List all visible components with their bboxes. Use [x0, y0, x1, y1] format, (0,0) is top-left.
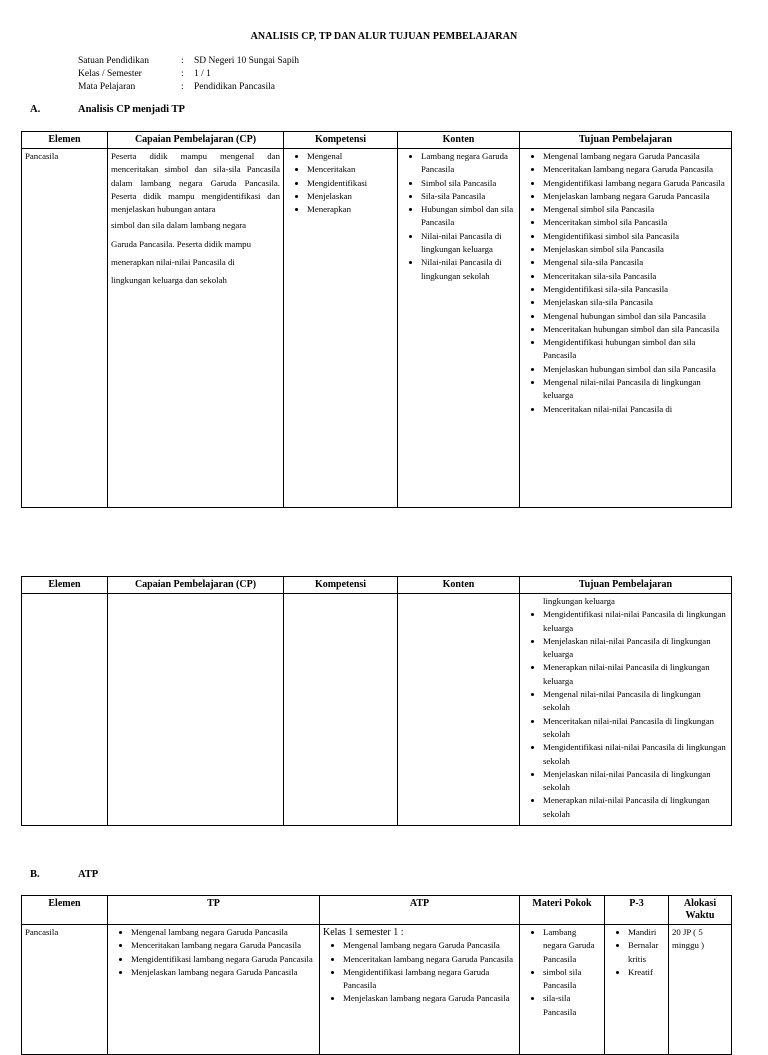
materi-cell [520, 925, 605, 1055]
list-item: • Menceritakan hubungan simbol dan sila Pancasila [543, 323, 728, 336]
header-elemen: Elemen [22, 132, 108, 149]
list-item: • Menjelaskan hubungan simbol dan sila Pancasila [543, 363, 728, 376]
table-header-row [22, 132, 732, 149]
cp-analysis-table-continued [21, 576, 732, 826]
list-item: • Nilai-nilai Pancasila di lingkungan sekolah [421, 256, 516, 283]
atp-list [323, 939, 516, 1005]
list-item: • Menjelaskan lambang negara Garuda Pancasila [343, 992, 516, 1005]
list-item: • Mengidentifikasi hubungan simbol dan sila Pancasila [543, 336, 728, 363]
list-item: • Mengidentifikasi [307, 177, 394, 190]
list-item: • Menjelaskan nilai-nilai Pancasila di lingkungan keluarga [543, 635, 728, 662]
kompetensi-cell [284, 594, 398, 826]
cp-text: Peserta didik mampu mengenal dan menceritakan simbol dan sila-sila Pancasila dalam lambang negara Garuda Pancasila. Peserta didik mampu mengidentifikasi dan menjelaskan hubungan antara [111, 151, 280, 215]
kompetensi-list [287, 150, 394, 216]
list-item: • Menjelaskan lambang negara Garuda Pancasila [131, 966, 316, 979]
table-header-row [22, 896, 732, 925]
meta-value: SD Negeri 10 Sungai Sapih [194, 56, 300, 66]
header-p3: P-3 [605, 896, 669, 925]
list-item: • Mengenal nilai-nilai Pancasila di lingkungan keluarga [543, 376, 728, 403]
list-item: • Lambang negara Garuda Pancasila [543, 926, 601, 966]
list-item: • Menerapkan nilai-nilai Pancasila di lingkungan keluarga [543, 661, 728, 688]
list-item: • Mengidentifikasi simbol sila Pancasila [543, 230, 728, 243]
table-header-row [22, 577, 732, 594]
tujuan-list [523, 608, 728, 821]
list-item: • Menceritakan nilai-nilai Pancasila di lingkungan sekolah [543, 715, 728, 742]
list-item: • Simbol sila Pancasila [421, 177, 516, 190]
list-item: • Mengenal nilai-nilai Pancasila di lingkungan sekolah [543, 688, 728, 715]
tujuan-list [523, 150, 728, 416]
document-meta [78, 55, 299, 94]
atp-table [21, 895, 732, 1055]
list-item: • Menceritakan nilai-nilai Pancasila di [543, 403, 728, 416]
alokasi-cell: 20 JP ( 5 minggu ) [669, 925, 732, 1055]
list-item: • Menerapkan nilai-nilai Pancasila di lingkungan sekolah [543, 794, 728, 821]
kompetensi-cell [284, 149, 398, 508]
list-item-continued: lingkungan keluarga [543, 596, 615, 606]
list-item: • Menjelaskan simbol sila Pancasila [543, 243, 728, 256]
list-item: • Mengidentifikasi sila-sila Pancasila [543, 283, 728, 296]
list-item: • Mengenal [307, 150, 394, 163]
list-item: • Mengidentifikasi lambang negara Garuda Pancasila [343, 966, 516, 993]
tp-cell [108, 925, 320, 1055]
cp-cell [108, 594, 284, 826]
list-item: • Mengidentifikasi nilai-nilai Pancasila di lingkungan sekolah [543, 741, 728, 768]
header-konten: Konten [398, 577, 520, 594]
list-item: • Mengenal sila-sila Pancasila [543, 256, 728, 269]
list-item: • Mengenal lambang negara Garuda Pancasila [131, 926, 316, 939]
list-item: • Mengenal hubungan simbol dan sila Pancasila [543, 310, 728, 323]
header-materi: Materi Pokok [520, 896, 605, 925]
table-row [22, 149, 732, 508]
list-item: • Mengenal lambang negara Garuda Pancasila [343, 939, 516, 952]
konten-cell [398, 594, 520, 826]
tujuan-cell [520, 594, 732, 826]
list-item: • Mengidentifikasi lambang negara Garuda Pancasila [131, 953, 316, 966]
meta-value: 1 / 1 [194, 69, 211, 79]
meta-separator: : [181, 82, 184, 92]
header-tujuan: Tujuan Pembelajaran [520, 577, 732, 594]
list-item: • Menerapkan [307, 203, 394, 216]
list-item: • Sila-sila Pancasila [421, 190, 516, 203]
list-item: • Menjelaskan lambang negara Garuda Pancasila [543, 190, 728, 203]
cp-cell [108, 149, 284, 508]
header-tujuan: Tujuan Pembelajaran [520, 132, 732, 149]
meta-separator: : [181, 56, 184, 66]
atp-intro: Kelas 1 semester 1 : [323, 927, 404, 938]
list-item: • sila-sila Pancasila [543, 992, 601, 1019]
list-item: • Menjelaskan nilai-nilai Pancasila di lingkungan sekolah [543, 768, 728, 795]
p3-list [608, 926, 665, 979]
cp-analysis-table [21, 131, 732, 508]
list-item: • Menceritakan lambang negara Garuda Pancasila [131, 939, 316, 952]
materi-list [523, 926, 601, 1019]
header-konten: Konten [398, 132, 520, 149]
list-item: • Mengenal lambang negara Garuda Pancasila [543, 150, 728, 163]
header-tp: TP [108, 896, 320, 925]
list-item: • Menceritakan lambang negara Garuda Pancasila [543, 163, 728, 176]
konten-cell [398, 149, 520, 508]
list-item: • Lambang negara Garuda Pancasila [421, 150, 516, 177]
list-item: • Menceritakan [307, 163, 394, 176]
meta-label: Satuan Pendidikan [78, 56, 149, 66]
header-elemen: Elemen [22, 896, 108, 925]
list-item: • Mengidentifikasi nilai-nilai Pancasila di lingkungan keluarga [543, 608, 728, 635]
table-row [22, 594, 732, 826]
meta-label: Kelas / Semester [78, 69, 142, 79]
section-title: ATP [78, 869, 99, 880]
header-cp: Capaian Pembelajaran (CP) [108, 577, 284, 594]
list-item: • Mengidentifikasi lambang negara Garuda Pancasila [543, 177, 728, 190]
list-item: • Menjelaskan [307, 190, 394, 203]
meta-row-satuan [78, 55, 299, 68]
header-kompetensi: Kompetensi [284, 132, 398, 149]
list-item: • Menceritakan sila-sila Pancasila [543, 270, 728, 283]
meta-row-kelas [78, 68, 299, 81]
table-row [22, 925, 732, 1055]
section-title: Analisis CP menjadi TP [78, 104, 185, 115]
section-letter: B. [30, 869, 40, 880]
cp-line: simbol dan sila dalam lambang negara [111, 220, 247, 231]
list-item: • Nilai-nilai Pancasila di lingkungan keluarga [421, 230, 516, 257]
elemen-cell: Pancasila [22, 925, 108, 1055]
header-alokasi: Alokasi Waktu [669, 896, 732, 925]
list-item: • Mengenal simbol sila Pancasila [543, 203, 728, 216]
header-cp: Capaian Pembelajaran (CP) [108, 132, 284, 149]
document-title: ANALISIS CP, TP DAN ALUR TUJUAN PEMBELAJARAN [250, 31, 518, 42]
list-item: • Menceritakan simbol sila Pancasila [543, 216, 728, 229]
cp-text-continued [111, 216, 280, 289]
cp-line: lingkungan keluarga dan sekolah [111, 275, 227, 286]
cp-line: Garuda Pancasila. Peserta didik mampu [111, 238, 251, 249]
p3-cell [605, 925, 669, 1055]
list-item: • Hubungan simbol dan sila Pancasila [421, 203, 516, 230]
list-item: • Menceritakan lambang negara Garuda Pancasila [343, 953, 516, 966]
meta-row-mapel [78, 81, 299, 94]
meta-separator: : [181, 69, 184, 79]
cp-line: menerapkan nilai-nilai Pancasila di [111, 256, 235, 267]
atp-cell [320, 925, 520, 1055]
header-elemen: Elemen [22, 577, 108, 594]
tujuan-cell [520, 149, 732, 508]
elemen-cell [22, 594, 108, 826]
header-kompetensi: Kompetensi [284, 577, 398, 594]
section-letter: A. [30, 104, 41, 115]
list-item: • Bernalar kritis [628, 939, 665, 966]
meta-value: Pendidikan Pancasila [194, 82, 275, 92]
tujuan-continued [523, 595, 728, 608]
tp-list [111, 926, 316, 979]
header-atp: ATP [320, 896, 520, 925]
meta-label: Mata Pelajaran [78, 82, 136, 92]
list-item: • Kreatif [628, 966, 665, 979]
list-item: • simbol sila Pancasila [543, 966, 601, 993]
konten-list [401, 150, 516, 283]
elemen-cell: Pancasila [22, 149, 108, 508]
list-item: • Menjelaskan sila-sila Pancasila [543, 296, 728, 309]
list-item: • Mandiri [628, 926, 665, 939]
